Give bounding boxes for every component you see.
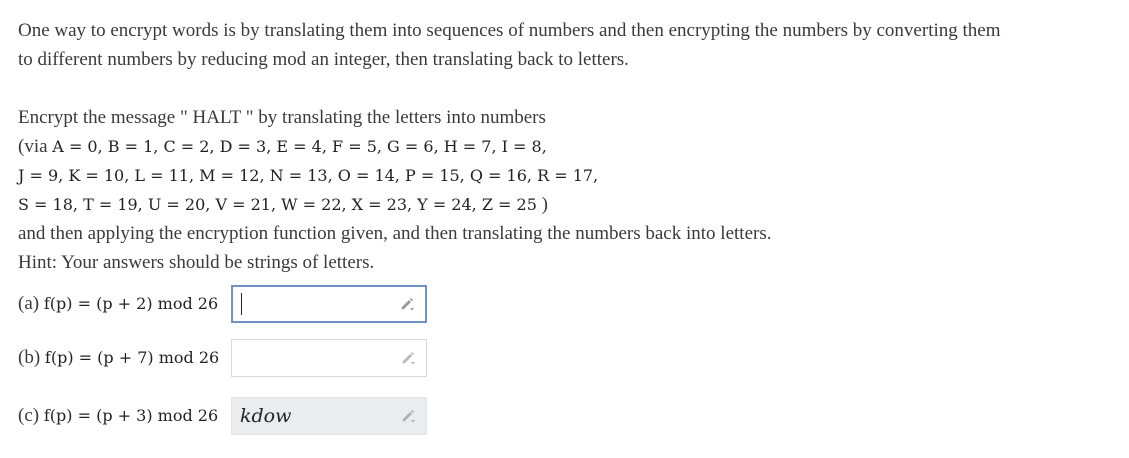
intro-line-2: to different numbers by reducing mod an integer, then translating back to letters. — [18, 49, 629, 70]
answer-input-a[interactable] — [231, 285, 427, 323]
answer-label-a: (a) f(p) = (p + 2) mod 26 — [18, 293, 219, 314]
letter-map-1: A = 0, B = 1, C = 2, D = 3, E = 4, F = 5, G = 6, H = 7, I = 8, — [52, 137, 547, 156]
task-line-after: and then applying the encryption function given, and then translating the numbers back into letters. — [18, 223, 772, 244]
question-body — [18, 16, 1118, 277]
task-paragraph — [18, 103, 1118, 277]
via-suffix: ) — [536, 194, 548, 215]
via-prefix: (via — [18, 136, 53, 157]
answer-row-c — [18, 395, 427, 437]
pencil-dropdown-icon[interactable] — [400, 408, 416, 424]
pencil-dropdown-icon[interactable] — [399, 296, 415, 312]
intro-paragraph — [18, 16, 1118, 74]
pencil-dropdown-icon[interactable] — [400, 350, 416, 366]
answer-input-c[interactable] — [231, 397, 427, 435]
letter-map-3: S = 18, T = 19, U = 20, V = 21, W = 22, X = 23, Y = 24, Z = 25 — [18, 195, 537, 214]
answer-input-b[interactable] — [231, 339, 427, 377]
letter-map-line-1 — [18, 132, 1118, 161]
answer-label-b: (b) f(p) = (p + 7) mod 26 — [18, 347, 220, 368]
letter-map-line-3 — [18, 190, 1118, 219]
answer-value-c: kdow — [240, 405, 292, 427]
task-line-1: Encrypt the message " HALT " by translating the letters into numbers — [18, 107, 546, 128]
answer-row-b — [18, 337, 427, 379]
letter-map-line-2: J = 9, K = 10, L = 11, M = 12, N = 13, O = 14, P = 15, Q = 16, R = 17, — [18, 166, 599, 185]
function-a: f(p) = (p + 2) mod 26 — [43, 294, 219, 313]
answer-label-c: (c) f(p) = (p + 3) mod 26 — [18, 405, 219, 426]
function-c: f(p) = (p + 3) mod 26 — [43, 406, 219, 425]
intro-line-1: One way to encrypt words is by translating them into sequences of numbers and then encrypting the numbers by converting them — [18, 20, 1001, 41]
hint-text: Hint: Your answers should be strings of letters. — [18, 252, 375, 273]
text-caret — [241, 293, 242, 315]
function-b: f(p) = (p + 7) mod 26 — [44, 348, 220, 367]
answer-row-a — [18, 283, 427, 325]
